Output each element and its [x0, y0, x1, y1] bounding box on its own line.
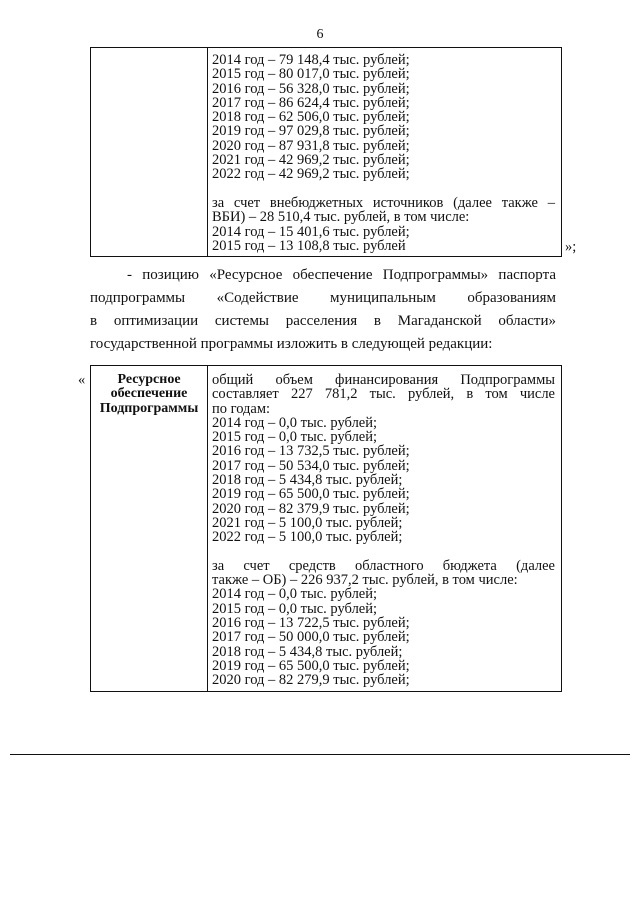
regional-year-line: 2016 год – 13 722,5 тыс. рублей; [212, 615, 410, 632]
funding-year-line: 2019 год – 97 029,8 тыс. рублей; [212, 123, 410, 140]
total-year-line: 2020 год – 82 379,9 тыс. рублей; [212, 500, 410, 517]
regional-year-line: 2017 год – 50 000,0 тыс. рублей; [212, 629, 410, 646]
regional-year-line: 2018 год – 5 434,8 тыс. рублей; [212, 643, 403, 660]
funding-year-line: 2020 год – 87 931,8 тыс. рублей; [212, 137, 410, 154]
table-label-cell [91, 366, 208, 691]
extrabudgetary-intro-line: за счет внебюджетных источников (далее также – [212, 194, 555, 211]
resource-label-line: Ресурсное [117, 372, 181, 387]
resource-label-line: Подпрограммы [99, 400, 199, 416]
instruction-line: - позицию «Ресурсное обеспечение Подпрограммы» паспорта [127, 267, 556, 283]
resource-provision-table [90, 365, 562, 692]
funding-year-line: 2017 год – 86 624,4 тыс. рублей; [212, 94, 410, 111]
regional-year-line: 2019 год – 65 500,0 тыс. рублей; [212, 657, 410, 674]
total-year-line: 2016 год – 13 732,5 тыс. рублей; [212, 443, 410, 460]
bottom-rule [10, 754, 630, 755]
total-year-line: 2022 год – 5 100,0 тыс. рублей; [212, 529, 403, 546]
funding-year-line: 2016 год – 56 328,0 тыс. рублей; [212, 80, 410, 97]
regional-year-line: 2015 год – 0,0 тыс. рублей; [212, 600, 378, 617]
total-intro-line: по годам: [212, 400, 271, 417]
instruction-paragraph [90, 264, 556, 356]
regional-intro-line: за счет средств областного бюджета (далее [212, 557, 555, 574]
resource-label-line: обеспечение [110, 386, 188, 402]
total-intro-line: общий объем финансирования Подпрограммы [212, 372, 555, 388]
total-year-line: 2015 год – 0,0 тыс. рублей; [212, 429, 378, 446]
funding-year-line: 2022 год – 42 969,2 тыс. рублей; [212, 166, 410, 183]
table-content-cell [208, 48, 561, 256]
total-year-line: 2014 год – 0,0 тыс. рублей; [212, 414, 378, 431]
extrabudgetary-intro-line: ВБИ) – 28 510,4 тыс. рублей, в том числе: [212, 209, 470, 226]
total-year-line: 2019 год – 65 500,0 тыс. рублей; [212, 486, 410, 503]
funding-year-line: 2014 год – 79 148,4 тыс. рублей; [212, 52, 410, 68]
instruction-line: подпрограммы «Содействие муниципальным образованиям [90, 290, 556, 306]
table-content-cell [208, 366, 561, 691]
table-label-cell [91, 48, 208, 256]
total-intro-line: составляет 227 781,2 тыс. рублей, в том числе [212, 386, 555, 403]
funding-year-line: 2018 год – 62 506,0 тыс. рублей; [212, 109, 410, 126]
funding-table-continued [90, 47, 562, 257]
extrabudgetary-year-line: 2014 год – 15 401,6 тыс. рублей; [212, 223, 410, 240]
regional-intro-line: также – ОБ) – 226 937,2 тыс. рублей, в том числе: [212, 572, 518, 589]
extrabudgetary-year-line: 2015 год – 13 108,8 тыс. рублей [212, 237, 406, 254]
total-year-line: 2018 год – 5 434,8 тыс. рублей; [212, 472, 403, 489]
regional-year-line: 2014 год – 0,0 тыс. рублей; [212, 586, 378, 603]
opening-quote: « [78, 372, 86, 388]
funding-year-line: 2021 год – 42 969,2 тыс. рублей; [212, 152, 410, 169]
page-number: 6 [316, 27, 324, 42]
funding-year-line: 2015 год – 80 017,0 тыс. рублей; [212, 66, 410, 83]
closing-quote: »; [565, 239, 577, 255]
total-year-line: 2017 год – 50 534,0 тыс. рублей; [212, 457, 410, 474]
total-year-line: 2021 год – 5 100,0 тыс. рублей; [212, 514, 403, 531]
instruction-line: государственной программы изложить в следующей редакции: [90, 336, 493, 352]
regional-year-line: 2020 год – 82 279,9 тыс. рублей; [212, 672, 410, 689]
instruction-line: в оптимизации системы расселения в Магаданской области» [90, 313, 556, 329]
